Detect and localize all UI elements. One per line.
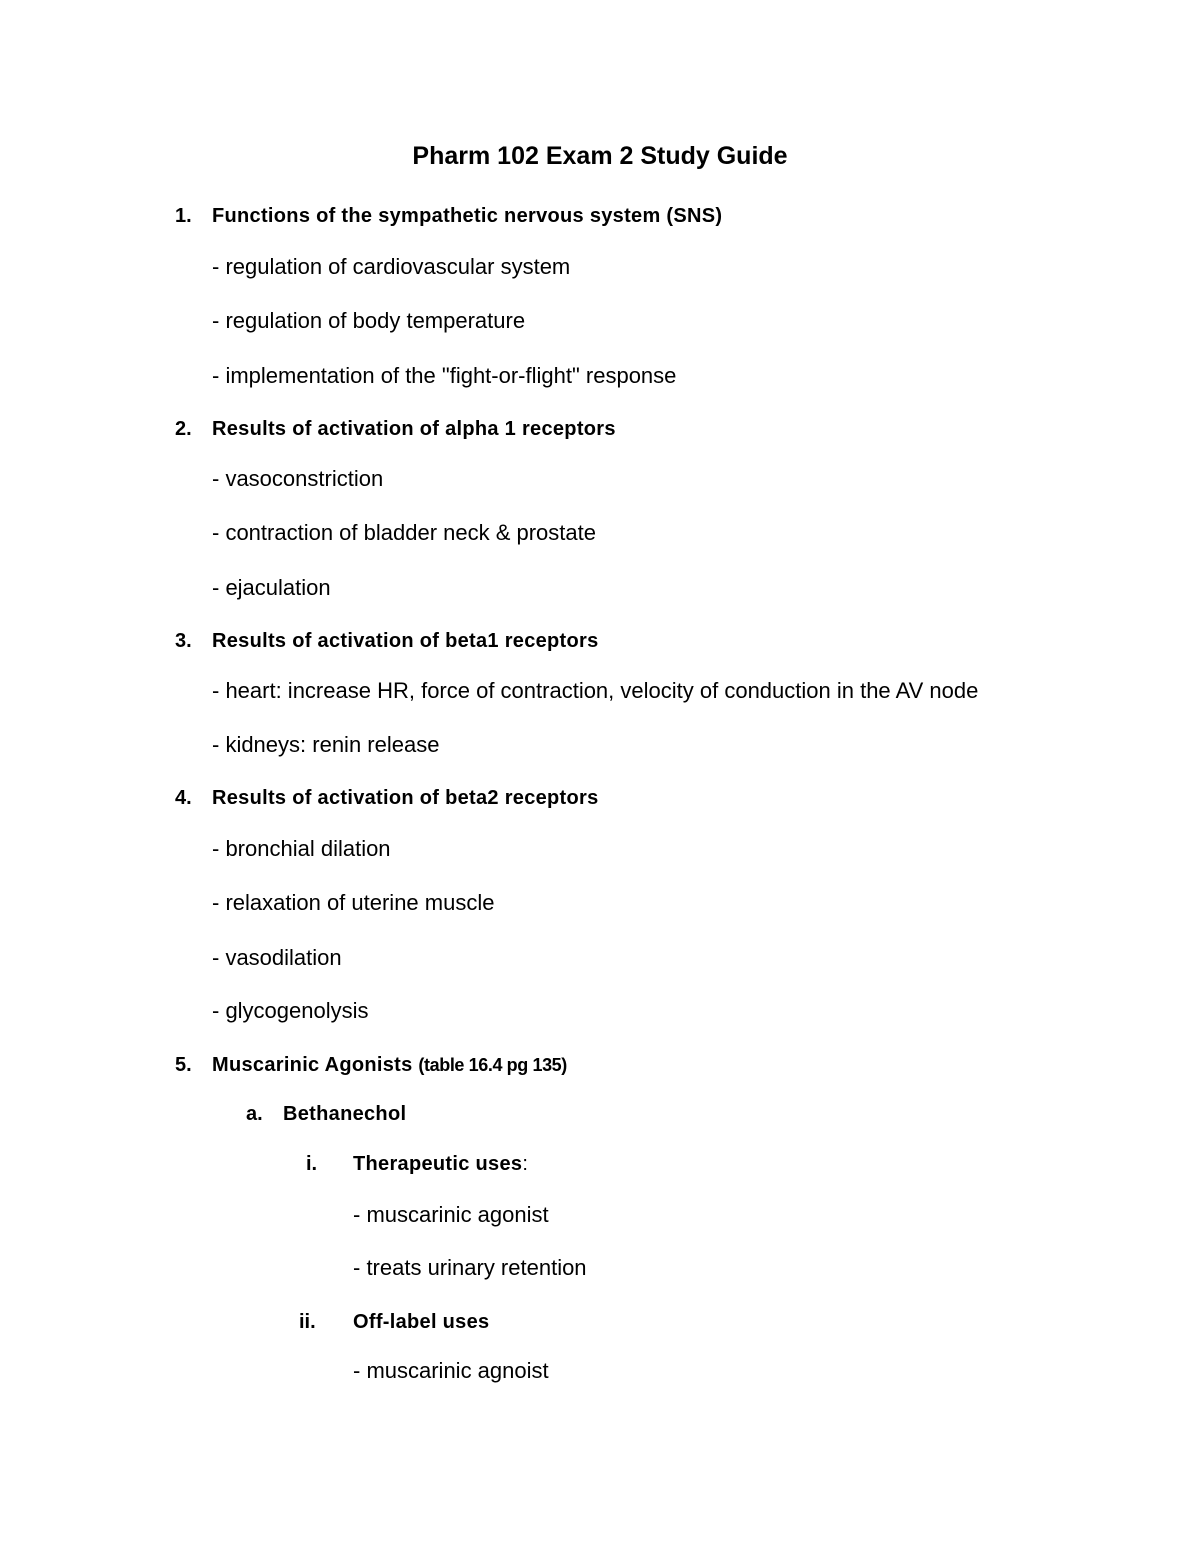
list-item: - kidneys: renin release: [212, 732, 440, 757]
section-heading: Results of activation of beta2 receptors: [212, 787, 599, 809]
section-heading: Results of activation of beta1 receptors: [212, 630, 599, 652]
list-item: - contraction of bladder neck & prostate: [212, 520, 596, 545]
list-item: - vasodilation: [212, 945, 342, 970]
list-item: - regulation of body temperature: [212, 308, 526, 333]
section-number: 1.: [175, 205, 192, 227]
section-number: 5.: [175, 1054, 192, 1076]
part-heading-line: [353, 1154, 528, 1174]
list-item: - bronchial dilation: [212, 836, 391, 861]
part-heading: Therapeutic uses: [353, 1153, 523, 1175]
list-item: - heart: increase HR, force of contraction, velocity of conduction in the AV node: [212, 678, 979, 703]
part-heading-colon: :: [522, 1153, 529, 1175]
section-heading: Results of activation of alpha 1 receptors: [212, 418, 616, 440]
subsection-letter: a.: [246, 1103, 263, 1125]
subsection-heading: Bethanechol: [283, 1103, 407, 1125]
list-item: - relaxation of uterine muscle: [212, 890, 495, 915]
section-heading-line: [212, 1055, 567, 1075]
section-heading: Muscarinic Agonists: [212, 1054, 413, 1076]
part-heading: Off-label uses: [353, 1311, 490, 1333]
part-numeral: i.: [306, 1153, 318, 1175]
page-title: Pharm 102 Exam 2 Study Guide: [412, 142, 788, 170]
list-item: - implementation of the "fight-or-flight" response: [212, 363, 677, 388]
list-item: - regulation of cardiovascular system: [212, 254, 571, 279]
section-number: 4.: [175, 787, 192, 809]
section-reference-note: (table 16.4 pg 135): [418, 1055, 567, 1075]
list-item: - treats urinary retention: [353, 1255, 587, 1280]
list-item: - vasoconstriction: [212, 466, 384, 491]
list-item: - glycogenolysis: [212, 998, 369, 1023]
list-item: - muscarinic agnoist: [353, 1358, 549, 1383]
section-heading: Functions of the sympathetic nervous system (SNS): [212, 205, 723, 227]
list-item: - ejaculation: [212, 575, 331, 600]
part-numeral: ii.: [299, 1311, 316, 1333]
section-number: 2.: [175, 418, 192, 440]
list-item: - muscarinic agonist: [353, 1202, 549, 1227]
section-number: 3.: [175, 630, 192, 652]
